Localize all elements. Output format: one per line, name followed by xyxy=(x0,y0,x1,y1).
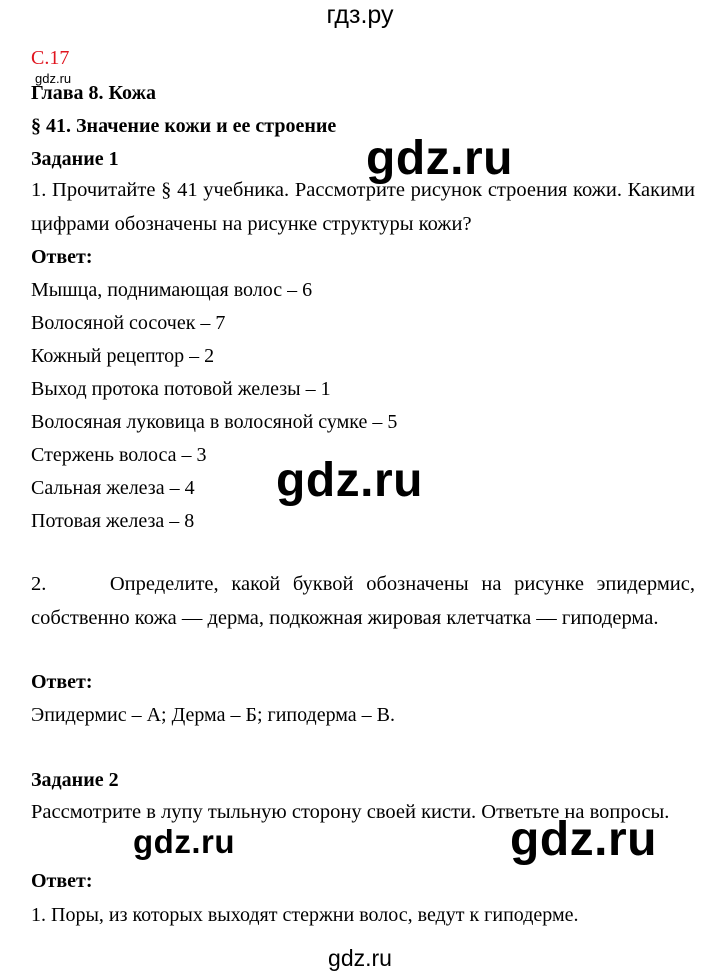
task-1-title: Задание 1 xyxy=(31,148,119,170)
task-2-question: Рассмотрите в лупу тыльную сторону своей кисти. Ответьте на вопросы. xyxy=(31,801,670,823)
list-item: Волосяная луковица в волосяной сумке – 5 xyxy=(31,411,398,433)
list-item: Выход протока потовой железы – 1 xyxy=(31,378,331,400)
list-item: Кожный рецептор – 2 xyxy=(31,345,215,367)
list-item: Потовая железа – 8 xyxy=(31,510,195,532)
section-title: § 41. Значение кожи и ее строение xyxy=(31,115,337,137)
task-2-title: Задание 2 xyxy=(31,769,119,791)
list-item: Сальная железа – 4 xyxy=(31,477,195,499)
chapter-title: Глава 8. Кожа xyxy=(31,82,156,104)
watermark-small: gdz.ru xyxy=(35,71,72,86)
watermark-logo: gdz.ru xyxy=(133,823,235,860)
task-2-answer-1: 1. Поры, из которых выходят стержни волос, ведут к гиподерме. xyxy=(31,904,579,926)
watermark-logo: gdz.ru xyxy=(510,813,657,866)
watermark-logo: gdz.ru xyxy=(366,132,513,185)
list-item: Мышца, поднимающая волос – 6 xyxy=(31,279,313,301)
watermark-logo: gdz.ru xyxy=(276,454,423,507)
task-1-answer-label: Ответ: xyxy=(31,246,93,268)
task-1-answer-2-label: Ответ: xyxy=(31,671,93,693)
page-reference: С.17 xyxy=(31,47,70,69)
task-1-question-1: 1. Прочитайте § 41 учебника. Рассмотрите рисунок строения кожи. Какими цифрами обозначены на рисунке структуры кожи? xyxy=(31,179,695,235)
list-item: Стержень волоса – 3 xyxy=(31,444,207,466)
task-1-question-2: 2. Определите, какой буквой обозначены на рисунке эпидермис, собственно кожа — дерма, подкожная жировая клетчатка — гиподерма. xyxy=(31,573,701,629)
task-1-answer-2: Эпидермис – А; Дерма – Б; гиподерма – В. xyxy=(31,704,396,726)
site-footer: gdz.ru xyxy=(328,945,392,971)
site-header: гдз.ру xyxy=(326,1,394,29)
list-item: Волосяной сосочек – 7 xyxy=(31,312,226,334)
task-2-answer-label: Ответ: xyxy=(31,870,93,892)
